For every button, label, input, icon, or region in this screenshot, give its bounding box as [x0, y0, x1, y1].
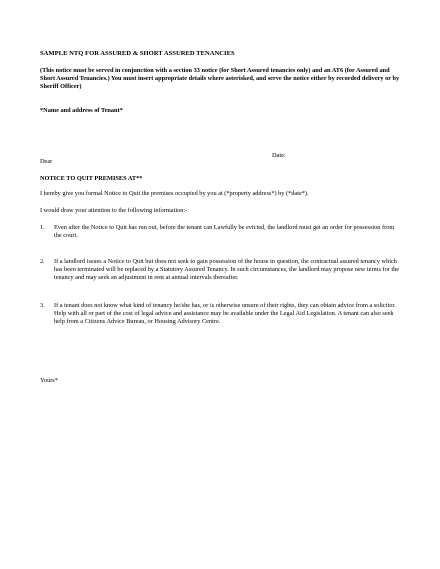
list-item-text: Even after the Notice to Quit has run out, before the tenant can Lawfully be evicted, the landlord must get an order for possession from the court.: [54, 224, 395, 239]
document-page: [40, 50, 400, 384]
tenant-name-address-label: *Name and address of Tenant*: [40, 107, 123, 114]
closing: Yours*: [40, 377, 58, 384]
list-item-number: 3.: [40, 302, 45, 309]
list-item-number: 2.: [40, 258, 45, 265]
list-item-number: 1.: [40, 224, 45, 231]
list-item: [40, 224, 400, 240]
attention-paragraph: I would draw your attention to the following information:-: [40, 207, 188, 214]
list-item-text: If a tenant does not know what kind of tenancy he/she has, or is otherwise unsure of their rights, they can obtain advice from a solicitor. Help with all or part of the cost of legal advice and assistance may be available under the Legal Aid Legislation. A tenant can also seek help from a Citizens Advice Bureau, or Housing Advisory Centre.: [54, 302, 396, 325]
list-item: [40, 258, 400, 282]
service-notice: (This notice must be served in conjunction with a section 33 notice (for Short Assured tenancies only) and an AT6 (for Assured and Short Assured Tenancies.) You must insert appropriate details where asterisked, and serve the notice either by recorded delivery or by Sheriff Officer): [40, 67, 400, 90]
list-item: [40, 302, 400, 326]
intro-paragraph: I hereby give you formal Notice to Quit the premises occupied by you at (*property address*) by (*date*).: [40, 190, 309, 197]
notice-heading: NOTICE TO QUIT PREMISES AT**: [40, 175, 143, 182]
date-label: Date:: [272, 152, 286, 159]
salutation: Dear: [40, 158, 53, 165]
document-title: SAMPLE NTQ FOR ASSURED & SHORT ASSURED TENANCIES: [40, 50, 235, 57]
list-item-text: If a landlord issues a Notice to Quit but does not seek to gain possession of the house in question, the contractual assured tenancy which has been terminated will be replaced by a Statutory Assured Tenancy. In such circumstances, the landlord may propose new terms for the tenancy and may seek an adjustment in rent at annual intervals thereafter.: [54, 258, 400, 281]
